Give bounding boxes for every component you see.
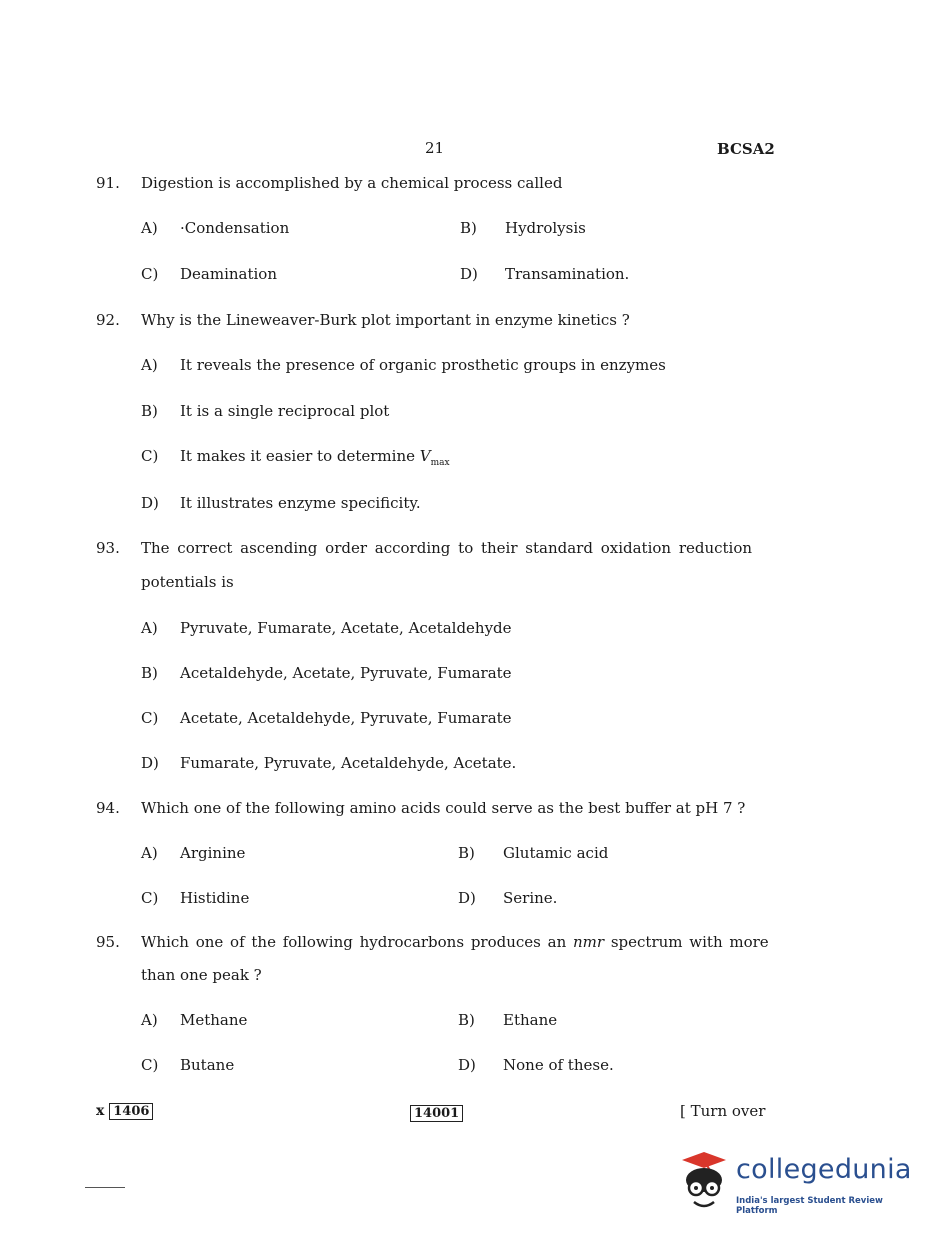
option-text: Deamination bbox=[180, 265, 277, 283]
option-letter: D) bbox=[460, 265, 478, 283]
option-letter: C) bbox=[141, 447, 159, 465]
footer-left-box: 1406 bbox=[109, 1103, 153, 1120]
option-letter: A) bbox=[141, 1011, 158, 1029]
question-text-continued: potentials is bbox=[141, 573, 234, 591]
question-text: Why is the Lineweaver-Burk plot important in enzyme kinetics ? bbox=[141, 311, 630, 329]
option-letter: B) bbox=[458, 1011, 475, 1029]
paper-code: BCSA2 bbox=[717, 140, 775, 158]
option-text: It illustrates enzyme specificity. bbox=[180, 494, 421, 512]
option-text: It is a single reciprocal plot bbox=[180, 402, 390, 420]
option-text: It reveals the presence of organic prosthetic groups in enzymes bbox=[180, 356, 666, 374]
footer-center-code bbox=[410, 1103, 463, 1121]
option-text: Pyruvate, Fumarate, Acetate, Acetaldehyde bbox=[180, 619, 512, 637]
question-text-part: Which one of the following hydrocarbons produces an bbox=[141, 933, 567, 951]
brand-tagline: India's largest Student Review Platform bbox=[736, 1196, 883, 1216]
option-text: Transamination. bbox=[505, 265, 630, 283]
option-text: None of these. bbox=[503, 1056, 614, 1074]
question-text-continued: than one peak ? bbox=[141, 966, 262, 984]
question-number: 94. bbox=[96, 799, 120, 817]
option-letter: C) bbox=[141, 265, 159, 283]
option-letter: B) bbox=[460, 219, 477, 237]
option-text: Acetaldehyde, Acetate, Pyruvate, Fumarate bbox=[180, 664, 512, 682]
footer-prefix: x bbox=[96, 1103, 105, 1119]
option-text: ·Condensation bbox=[180, 219, 290, 237]
option-text: Arginine bbox=[180, 844, 246, 862]
option-text: Histidine bbox=[180, 889, 250, 907]
option-text: Serine. bbox=[503, 889, 558, 907]
option-letter: D) bbox=[458, 889, 476, 907]
question-text bbox=[141, 933, 769, 951]
question-number: 92. bbox=[96, 311, 120, 329]
option-text: Hydrolysis bbox=[505, 219, 586, 237]
option-letter: D) bbox=[141, 494, 159, 512]
option-letter: C) bbox=[141, 889, 159, 907]
option-letter: B) bbox=[141, 664, 158, 682]
question-text-part: spectrum with more bbox=[610, 933, 769, 951]
option-letter: B) bbox=[458, 844, 475, 862]
option-text: Methane bbox=[180, 1011, 248, 1029]
footer-center-box: 14001 bbox=[410, 1105, 463, 1122]
option-letter: D) bbox=[458, 1056, 476, 1074]
option-text: Fumarate, Pyruvate, Acetaldehyde, Acetate. bbox=[180, 754, 517, 772]
option-text: Ethane bbox=[503, 1011, 558, 1029]
question-number: 91. bbox=[96, 174, 120, 192]
option-letter: C) bbox=[141, 1056, 159, 1074]
option-letter: A) bbox=[141, 219, 158, 237]
option-letter: C) bbox=[141, 709, 159, 727]
mascot-icon bbox=[676, 1150, 732, 1218]
option-text: Acetate, Acetaldehyde, Pyruvate, Fumarate bbox=[180, 709, 512, 727]
question-text-italic: nmr bbox=[573, 933, 605, 951]
option-text: It makes it easier to determine bbox=[180, 447, 415, 465]
brand-name: collegedunia bbox=[736, 1154, 912, 1185]
question-number: 95. bbox=[96, 933, 120, 951]
footer-rule bbox=[85, 1187, 125, 1188]
option-text: Glutamic acid bbox=[503, 844, 609, 862]
option-letter: A) bbox=[141, 844, 158, 862]
option-text: Butane bbox=[180, 1056, 235, 1074]
question-text: The correct ascending order according to their standard oxidation reduction bbox=[141, 539, 753, 557]
page-number: 21 bbox=[425, 139, 445, 157]
option-text-vmax bbox=[180, 447, 450, 468]
option-letter: B) bbox=[141, 402, 158, 420]
question-number: 93. bbox=[96, 539, 120, 557]
collegedunia-logo bbox=[676, 1150, 912, 1225]
option-letter: A) bbox=[141, 619, 158, 637]
footer-left-code bbox=[96, 1103, 153, 1119]
option-letter: A) bbox=[141, 356, 158, 374]
vmax-variable: V bbox=[419, 447, 431, 465]
question-text: Which one of the following amino acids could serve as the best buffer at pH 7 ? bbox=[141, 799, 746, 817]
option-letter: D) bbox=[141, 754, 159, 772]
turn-over-text: [ Turn over bbox=[680, 1102, 766, 1120]
question-text: Digestion is accomplished by a chemical process called bbox=[141, 174, 563, 192]
vmax-subscript: max bbox=[430, 458, 450, 468]
